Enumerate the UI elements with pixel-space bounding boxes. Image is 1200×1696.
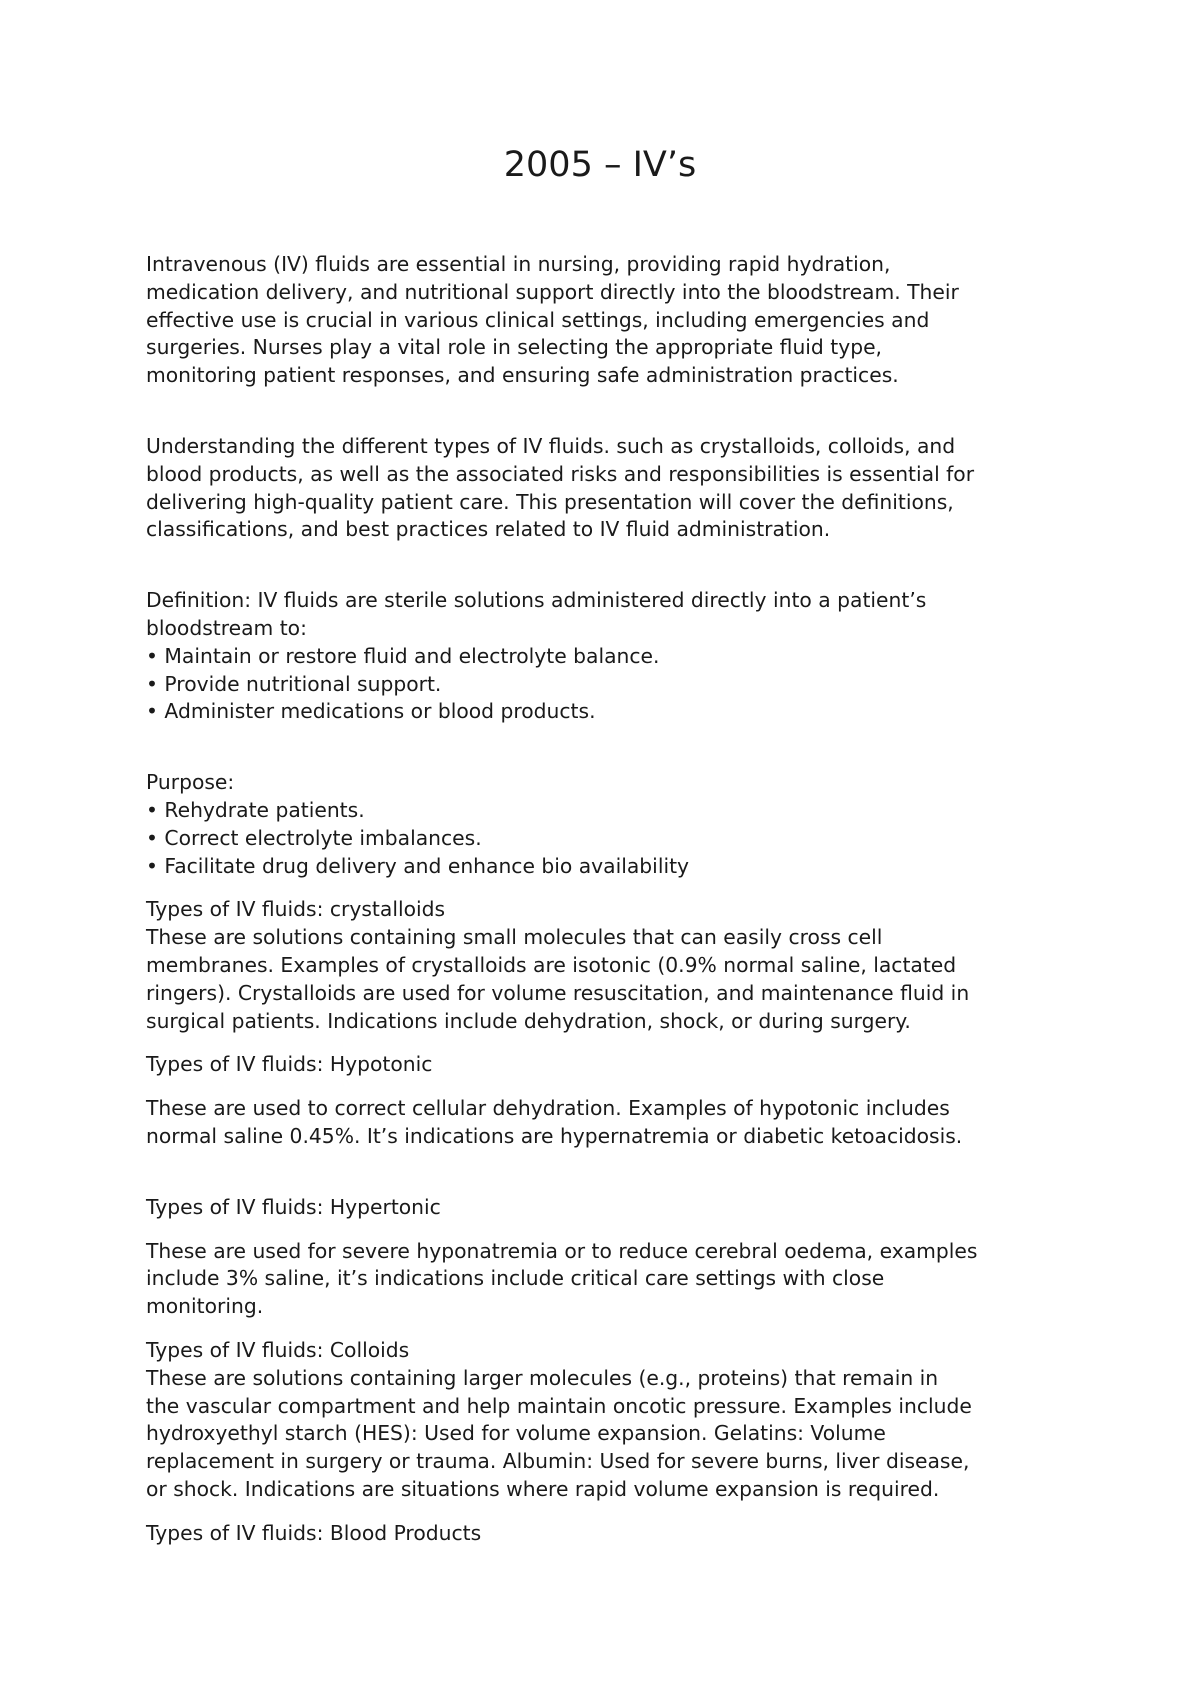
crystalloids-line: membranes. Examples of crystalloids are isotonic (0.9% normal saline, lactated	[146, 952, 957, 977]
spacer	[146, 1151, 1086, 1194]
hypertonic-line: monitoring.	[146, 1294, 264, 1319]
hypertonic-line: These are used for severe hyponatremia or to reduce cerebral oedema, examples	[146, 1238, 978, 1263]
crystalloids-section	[146, 896, 1086, 1035]
hypertonic-section	[146, 1194, 1086, 1321]
colloids-line: the vascular compartment and help maintain oncotic pressure. Examples include	[146, 1393, 972, 1418]
list-item: • Correct electrolyte imbalances.	[146, 825, 1086, 853]
definition-line: Definition: IV fluids are sterile solutions administered directly into a patient’s	[146, 588, 927, 613]
blood-products-section	[146, 1520, 1086, 1548]
understanding-paragraph	[146, 433, 1086, 544]
intro-line: Intravenous (IV) fluids are essential in nursing, providing rapid hydration,	[146, 252, 891, 276]
colloids-line: or shock. Indications are situations where rapid volume expansion is required.	[146, 1476, 940, 1501]
hypotonic-heading: Types of IV fluids: Hypotonic	[146, 1052, 433, 1077]
crystalloids-line: These are solutions containing small molecules that can easily cross cell	[146, 925, 883, 950]
intro-line: surgeries. Nurses play a vital role in selecting the appropriate fluid type,	[146, 335, 883, 360]
purpose-bullet-list	[146, 797, 1086, 880]
purpose-section	[146, 769, 1086, 880]
crystalloids-heading: Types of IV fluids: crystalloids	[146, 897, 446, 922]
spacer	[146, 1321, 1086, 1337]
document-body	[146, 251, 1086, 1547]
list-item: • Maintain or restore fluid and electrolyte balance.	[146, 643, 1086, 671]
understanding-line: classifications, and best practices related to IV fluid administration.	[146, 517, 831, 542]
spacer	[146, 1079, 1086, 1095]
crystalloids-line: surgical patients. Indications include dehydration, shock, or during surgery.	[146, 1008, 911, 1033]
document-title: 2005 – IV’s	[503, 145, 697, 185]
colloids-line: replacement in surgery or trauma. Albumin: Used for severe burns, liver disease,	[146, 1449, 970, 1474]
understanding-line: Understanding the different types of IV fluids. such as crystalloids, colloids, and	[146, 433, 956, 458]
crystalloids-line: ringers). Crystalloids are used for volume resuscitation, and maintenance fluid in	[146, 980, 970, 1005]
spacer	[146, 1504, 1086, 1520]
spacer	[146, 390, 1086, 433]
hypotonic-section	[146, 1051, 1086, 1150]
colloids-section	[146, 1337, 1086, 1504]
understanding-line: delivering high-quality patient care. This presentation will cover the definitions,	[146, 489, 954, 514]
spacer	[146, 1035, 1086, 1051]
intro-line: effective use is crucial in various clinical settings, including emergencies and	[146, 307, 930, 332]
definition-section	[146, 587, 1086, 726]
hypotonic-line: These are used to correct cellular dehydration. Examples of hypotonic includes	[146, 1096, 950, 1121]
blood-products-heading: Types of IV fluids: Blood Products	[146, 1520, 482, 1545]
definition-line: bloodstream to:	[146, 615, 307, 640]
intro-paragraph	[146, 251, 1086, 390]
spacer	[146, 1222, 1086, 1238]
purpose-heading: Purpose:	[146, 770, 235, 795]
hypertonic-line: include 3% saline, it’s indications include critical care settings with close	[146, 1266, 885, 1291]
list-item: • Rehydrate patients.	[146, 797, 1086, 825]
intro-line: medication delivery, and nutritional support directly into the bloodstream. Their	[146, 279, 959, 304]
understanding-line: blood products, as well as the associated risks and responsibilities is essential for	[146, 461, 975, 486]
hypertonic-heading: Types of IV fluids: Hypertonic	[146, 1194, 441, 1219]
spacer	[146, 880, 1086, 896]
spacer	[146, 726, 1086, 769]
colloids-line: These are solutions containing larger molecules (e.g., proteins) that remain in	[146, 1365, 939, 1390]
list-item: • Administer medications or blood products.	[146, 698, 1086, 726]
colloids-heading: Types of IV fluids: Colloids	[146, 1337, 410, 1362]
spacer	[146, 544, 1086, 587]
colloids-line: hydroxyethyl starch (HES): Used for volume expansion. Gelatins: Volume	[146, 1421, 886, 1446]
list-item: • Provide nutritional support.	[146, 671, 1086, 699]
intro-line: monitoring patient responses, and ensuring safe administration practices.	[146, 363, 899, 388]
definition-bullet-list	[146, 643, 1086, 726]
hypotonic-line: normal saline 0.45%. It’s indications are hypernatremia or diabetic ketoacidosis.	[146, 1123, 963, 1148]
list-item: • Facilitate drug delivery and enhance bio availability	[146, 853, 1086, 881]
